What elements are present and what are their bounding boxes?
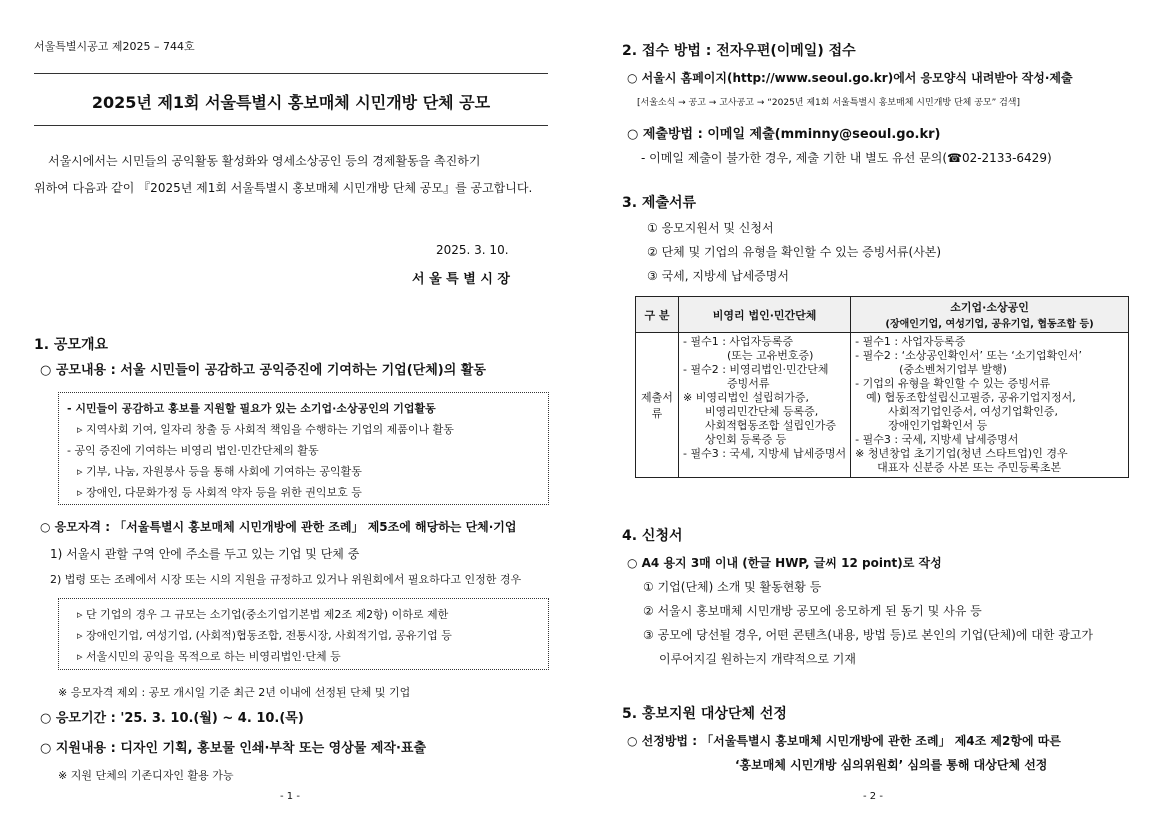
table-header-category: 구 분 — [636, 297, 679, 333]
table-header-smallbiz — [851, 297, 1129, 333]
notice-number: 서울특별시공고 제2025 – 744호 — [34, 40, 195, 53]
table-header-smallbiz-line2: (장애인기업, 여성기업, 공유기업, 협동조합 등) — [885, 319, 1094, 330]
title-rule-top — [34, 73, 548, 74]
cell-line: ※ 청년창업 초기기업(청년 스타트업)인 경우 — [855, 447, 1068, 460]
table-row — [636, 333, 1129, 478]
cell-line: 사회적기업인증서, 여성기업확인증, — [855, 405, 1059, 418]
page-title: 2025년 제1회 서울특별시 홍보매체 시민개방 단체 공모 — [91, 93, 491, 112]
submit-method: ○ 제출방법 : 이메일 제출(mminny@seoul.go.kr) — [627, 127, 941, 142]
box2-line-2: ▹ 장애인기업, 여성기업, (사회적)협동조합, 전통시장, 사회적기업, 공유기업 등 — [77, 629, 452, 642]
content-label: ○ 공모내용 : 서울 시민들이 공감하고 공익증진에 기여하는 기업(단체)의 활동 — [40, 363, 486, 378]
cell-line: (중소벤처기업부 발행) — [855, 363, 1007, 376]
application-period: ○ 응모기간 : '25. 3. 10.(월) ~ 4. 10.(목) — [40, 711, 304, 726]
issuer: 서 울 특 별 시 장 — [412, 272, 510, 287]
box1-line-2: ▹ 지역사회 기여, 일자리 창출 등 사회적 책임을 수행하는 기업의 제품이나 활동 — [77, 423, 454, 436]
selection-line-1: ○ 선정방법 : 「서울특별시 홍보매체 시민개방에 관한 조례」 제4조 제2항에 따른 — [627, 734, 1061, 748]
box2-line-1: ▹ 단 기업의 경우 그 규모는 소기업(중소기업기본법 제2조 제2항) 이하로 제한 — [77, 608, 449, 621]
application-item-2: ② 서울시 홍보매체 시민개방 공모에 응모하게 된 동기 및 사유 등 — [643, 604, 982, 618]
title-rule-bottom — [34, 125, 548, 126]
submit-note: - 이메일 제출이 불가한 경우, 제출 기한 내 별도 유선 문의(☎02-2133-6429) — [641, 151, 1052, 165]
notice-date: 2025. 3. 10. — [436, 243, 509, 257]
cell-line: 예) 협동조합설립신고필증, 공유기업지정서, — [855, 391, 1076, 404]
cell-line: 장애인기업확인서 등 — [855, 419, 988, 432]
cell-line: - 필수3 : 국세, 지방세 납세증명서 — [683, 447, 847, 460]
doc-item-3: ③ 국세, 지방세 납세증명서 — [647, 269, 789, 283]
cell-line: 사회적협동조합 설립인가증 — [683, 419, 837, 432]
application-item-3-cont: 이루어지길 원하는지 개략적으로 기재 — [659, 652, 856, 666]
cell-line: 상인회 등록증 등 — [683, 433, 787, 446]
cell-line: 비영리민간단체 등록증, — [683, 405, 819, 418]
doc-item-1: ① 응모지원서 및 신청서 — [647, 221, 774, 235]
homepage-path: [서울소식 → 공고 → 고사공고 → “2025년 제1회 서울특별시 홍보매체 시민개방 단체 공모” 검색] — [637, 98, 1021, 108]
qualification-item-1: 1) 서울시 관할 구역 안에 주소를 두고 있는 기업 및 단체 중 — [50, 547, 360, 561]
cell-line: - 필수1 : 사업자등록증 — [683, 335, 794, 348]
table-cell-nonprofit — [679, 333, 851, 478]
section-1-title: 1. 공모개요 — [34, 337, 109, 353]
table-header-nonprofit: 비영리 법인·민간단체 — [679, 297, 851, 333]
box1-line-4: ▹ 기부, 나눔, 자원봉사 등을 통해 사회에 기여하는 공익활동 — [77, 465, 362, 478]
exclusion-note: ※ 응모자격 제외 : 공모 개시일 기준 최근 2년 이내에 선정된 단체 및 기업 — [58, 686, 411, 699]
box1-line-1: - 시민들이 공감하고 홍보를 지원할 필요가 있는 소기업·소상공인의 기업활동 — [67, 402, 436, 415]
table-row-label: 제출서류 — [636, 333, 679, 478]
cell-line: - 필수2 : 비영리법인·민간단체 — [683, 363, 829, 376]
application-item-1: ① 기업(단체) 소개 및 활동현황 등 — [643, 580, 822, 594]
support-note: ※ 지원 단체의 기존디자인 활용 가능 — [58, 769, 234, 782]
box1-line-5: ▹ 장애인, 다문화가정 등 사회적 약자 등을 위한 권익보호 등 — [77, 486, 362, 499]
page-number-1: - 1 - — [280, 791, 300, 802]
cell-line: - 필수3 : 국세, 지방세 납세증명서 — [855, 433, 1019, 446]
table-cell-smallbiz — [851, 333, 1129, 478]
section-4-title: 4. 신청서 — [622, 528, 683, 544]
support-content: ○ 지원내용 : 디자인 기획, 홍보물 인쇄·부착 또는 영상물 제작·표출 — [40, 741, 427, 756]
section-5-title: 5. 홍보지원 대상단체 선정 — [622, 706, 787, 722]
box1-line-3: - 공익 증진에 기여하는 비영리 법인·민간단체의 활동 — [67, 444, 319, 457]
selection-line-2: ‘홍보매체 시민개방 심의위원회’ 심의를 통해 대상단체 선정 — [735, 758, 1048, 772]
qualification-label: ○ 응모자격 : 「서울특별시 홍보매체 시민개방에 관한 조례」 제5조에 해당하는 단체·기업 — [40, 520, 517, 534]
qualification-item-2: 2) 법령 또는 조례에서 시장 또는 시의 지원을 규정하고 있거나 위원회에서 필요하다고 인정한 경우 — [50, 573, 522, 586]
content-detail-box — [58, 392, 549, 505]
homepage-line: ○ 서울시 홈페이지(http://www.seoul.go.kr)에서 응모양식 내려받아 작성·제출 — [627, 71, 1073, 85]
cell-line: - 필수2 : ‘소상공인확인서’ 또는 ‘소기업확인서’ — [855, 349, 1082, 362]
cell-line: - 필수1 : 사업자등록증 — [855, 335, 966, 348]
intro-line-2: 위하여 다음과 같이 『2025년 제1회 서울특별시 홍보매체 시민개방 단체 공모』를 공고합니다. — [34, 181, 533, 195]
cell-line: - 기업의 유형을 확인할 수 있는 증빙서류 — [855, 377, 1051, 390]
page-number-2: - 2 - — [863, 791, 883, 802]
page-2 — [585, 0, 1170, 827]
cell-line: (또는 고유번호증) — [683, 349, 814, 362]
table-header-smallbiz-line1: 소기업·소상공인 — [950, 301, 1029, 314]
table-header-row — [636, 297, 1129, 333]
section-2-title: 2. 접수 방법 : 전자우편(이메일) 접수 — [622, 43, 856, 59]
submission-docs-table — [635, 296, 1129, 478]
section-3-title: 3. 제출서류 — [622, 195, 697, 211]
cell-line: 대표자 신분증 사본 또는 주민등록초본 — [855, 461, 1062, 474]
cell-line: ※ 비영리법인 설립허가증, — [683, 391, 809, 404]
application-format: ○ A4 용지 3매 이내 (한글 HWP, 글씨 12 point)로 작성 — [627, 556, 942, 570]
cell-line: 증빙서류 — [683, 377, 770, 390]
doc-item-2: ② 단체 및 기업의 유형을 확인할 수 있는 증빙서류(사본) — [647, 245, 942, 259]
qualification-detail-box — [58, 598, 549, 670]
application-item-3: ③ 공모에 당선될 경우, 어떤 콘텐츠(내용, 방법 등)로 본인의 기업(단체)에 대한 광고가 — [643, 628, 1094, 642]
intro-line-1: 서울시에서는 시민들의 공익활동 활성화와 영세소상공인 등의 경제활동을 촉진하기 — [48, 154, 481, 168]
box2-line-3: ▹ 서울시민의 공익을 목적으로 하는 비영리법인·단체 등 — [77, 650, 341, 663]
